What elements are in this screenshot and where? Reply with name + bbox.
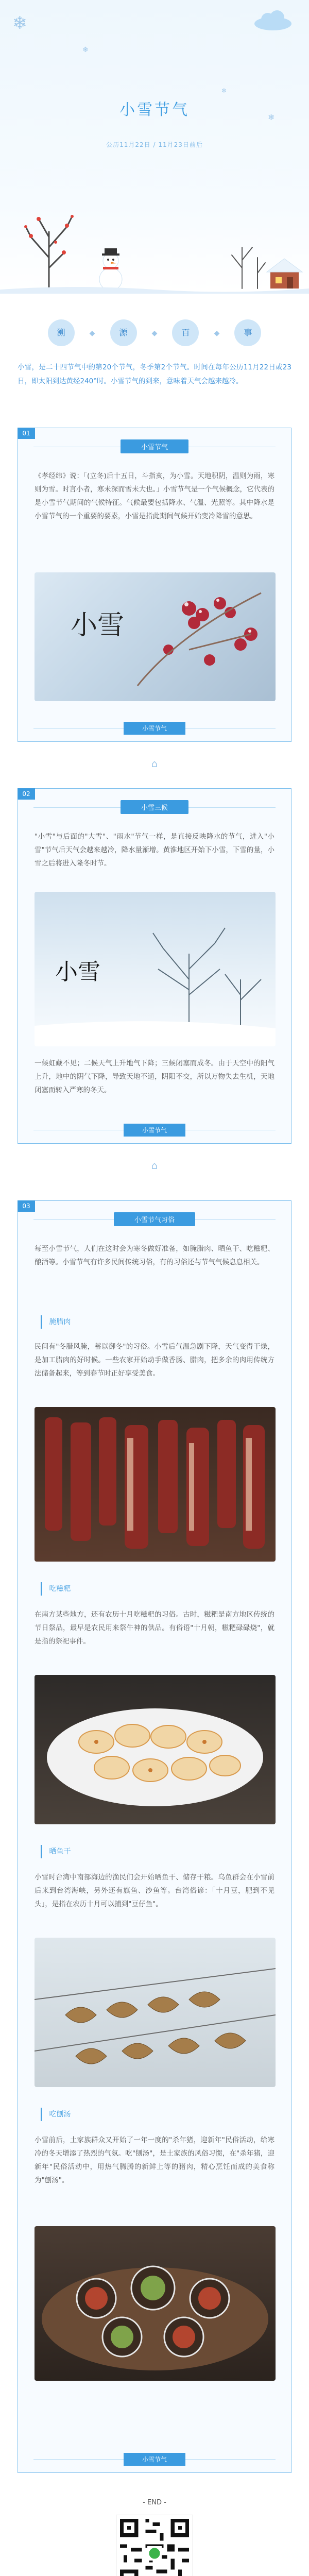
subsection-title: 晒鱼干 [49, 1848, 71, 1856]
dot-separator: ◆ [89, 329, 95, 337]
photo-caption: 小雪 [55, 959, 100, 985]
page-footer [0, 2499, 309, 2576]
section-footer [18, 1124, 291, 1137]
subsection-heading [41, 1845, 71, 1858]
section-footer-label: 小雪节气 [124, 2453, 185, 2466]
subsection-paragraph: 在南方某些地方，还有农历十月吃糍粑的习俗。古时，糍粑是南方地区传统的节日祭品，最早是农民用来祭牛神的供品。有俗语"十月朝，糍粑碌碌烧"，就是指的祭祀事件。 [35, 1611, 274, 1646]
hut-divider-icon: ⌂ [151, 1159, 158, 1172]
winter-scene-illustration [0, 170, 309, 294]
page-title: 小雪节气 [119, 101, 190, 119]
section-paragraph: "小雪"与后面的"大雪"、"雨水"节气一样，是直接反映降水的节气，进入"小雪"节气后天气会越来越冷，降水量渐增。黄淮地区开始下小雪，下雪的量，小雪之后将进入隆冬时节。 [35, 833, 274, 868]
cured-meat-photo [35, 1407, 276, 1562]
subsection-paragraph: 小雪前后，土家族群众又开始了一年一度的"杀年猪，迎新年"民俗活动，给寒冷的冬天增添了热烈的气氛。吃"刨汤"，是土家族的风俗习惯，在"杀年猪，迎新年"民俗活动中，用热气腾腾的新鲜上等的猪肉，精心烹饪而成的美食称为"刨汤"。 [35, 2136, 274, 2184]
section-paragraph: 《孝经纬》说：「(立冬)后十五日，斗指亥，为小雪。天地积阴，温则为雨，寒则为雪。时言小者，寒未深而雪未大也。」小雪节气是一个气候概念，它代表的是小雪节气期间的气候特征。气候最要包括降水、气温、光照等。其中降水是小雪节气的一个重要的要素，小雪是指此期间气候开始变冷降雪的意思。 [35, 472, 274, 520]
section-footer-label: 小雪节气 [124, 722, 185, 735]
pill-char: 事 [234, 319, 261, 346]
subsection-heading [41, 2108, 71, 2121]
header-banner [0, 0, 309, 291]
subsection-title: 腌腊肉 [49, 1318, 71, 1326]
subsection-heading [41, 1582, 71, 1596]
section-heading-label: 小雪三候 [121, 800, 188, 814]
ciba-photo [35, 1675, 276, 1824]
section-heading [18, 439, 291, 453]
subsection-title: 吃刨汤 [49, 2110, 71, 2119]
pill-char: 百 [172, 319, 199, 346]
accent-bar [41, 1582, 42, 1596]
section-card-1 [18, 428, 291, 742]
subsection-title: 吃糍粑 [49, 1585, 71, 1593]
dried-fish-illustration [35, 1938, 276, 2087]
section-footer [18, 2453, 291, 2466]
section-paragraph: 每至小雪节气，人们在这时会为寒冬做好准备，如腌腊肉、晒鱼干、吃糍粑、酿酒等。小雪节气有许多民间传统习俗，有的习俗还与节气气候息息相关。 [35, 1245, 274, 1266]
section-badge: 03 [18, 1200, 35, 1212]
cloud-icon [252, 10, 294, 31]
section-heading [18, 1212, 291, 1226]
qr-code[interactable] [116, 2515, 193, 2576]
frozen-berries-illustration [35, 572, 276, 701]
section-heading-label: 小雪节气 [121, 439, 188, 453]
accent-bar [41, 1845, 42, 1858]
photo-caption: 小雪 [71, 610, 125, 641]
section-heading [18, 800, 291, 814]
cured-meat-illustration [35, 1407, 276, 1562]
feast-photo [35, 2226, 276, 2381]
section-paragraph: 一候虹藏不见；二候天气上升地气下降；三候闭塞而成冬。由于天空中的阳气上升，地中的阴气下降，导致天地不通，阴阳不交，所以万物失去生机，天地闭塞而转入严寒的冬天。 [35, 1059, 274, 1094]
dot-separator: ◆ [151, 329, 158, 337]
section-heading-label: 小雪节气习俗 [114, 1212, 195, 1226]
snowflake-icon: ❄ [12, 13, 27, 33]
feast-illustration [35, 2226, 276, 2381]
section-footer-label: 小雪节气 [124, 1124, 185, 1137]
section-footer [18, 722, 291, 735]
date-line: 公历11月22日 / 11月23日前后 [106, 141, 203, 148]
snowflake-icon: ❄ [268, 112, 275, 122]
dot-separator: ◆ [214, 329, 220, 337]
snowflake-icon: ❄ [221, 87, 227, 94]
title-pills [0, 319, 309, 346]
section-badge: 02 [18, 788, 35, 800]
snowflake-icon: ❄ [82, 46, 89, 54]
subsection-paragraph: 民间有"冬腊风腌，蓄以御冬"的习俗。小雪后气温急剧下降，天气变得干燥，是加工腊肉的好时候。一些农家开始动手做香肠、腊肉，把多余的肉用传统方法储备起来，等到春节时正好享受美食。 [35, 1343, 274, 1378]
pill-char: 源 [110, 319, 137, 346]
section-card-2 [18, 788, 291, 1144]
section-card-3 [18, 1200, 291, 2473]
snowy-trees-photo [35, 892, 276, 1046]
dried-fish-photo [35, 1938, 276, 2087]
hut-divider-icon: ⌂ [151, 757, 158, 770]
accent-bar [41, 2108, 42, 2121]
section-badge: 01 [18, 428, 35, 439]
qr-code-icon [116, 2515, 193, 2576]
accent-bar [41, 1315, 42, 1329]
subsection-paragraph: 小雪时台湾中南部海边的渔民们会开始晒鱼干、储存干粮。乌鱼群会在小雪前后来到台湾海峡，另外还有旗鱼、沙鱼等。台湾俗谚：「十月豆，肥到不见头」，是指在农历十月可以捕到"豆仔鱼"。 [35, 1873, 274, 1908]
pill-char: 溯 [48, 319, 75, 346]
snowy-trees-illustration [35, 892, 276, 1046]
frozen-berries-photo [35, 572, 276, 701]
subsection-heading [41, 1315, 71, 1329]
ciba-illustration [35, 1675, 276, 1824]
intro-paragraph: 小雪，是二十四节气中的第20个节气，冬季第2个节气。时间在每年公历11月22日或23日，即太阳到达黄经240°时。小雪节气的到来，意味着天气会越来越冷。 [18, 363, 291, 385]
end-marker: - END - [143, 2499, 166, 2506]
